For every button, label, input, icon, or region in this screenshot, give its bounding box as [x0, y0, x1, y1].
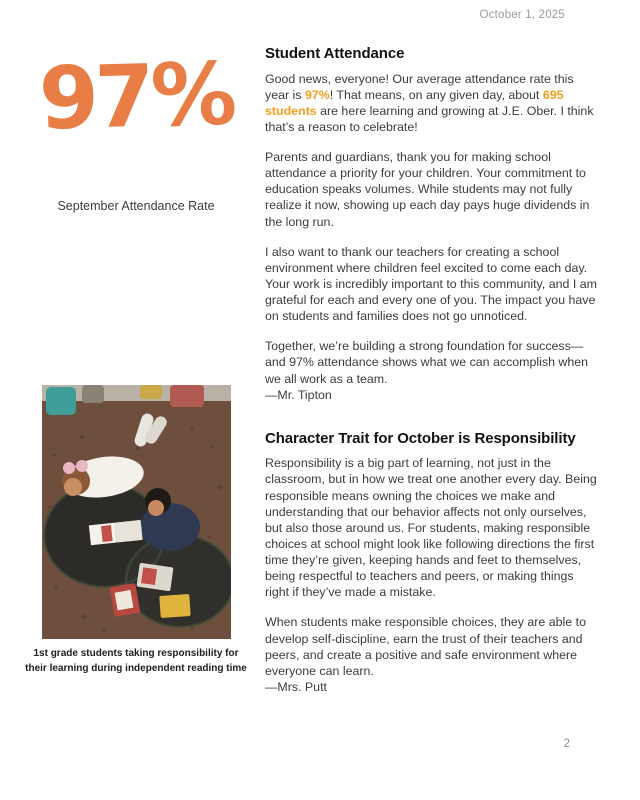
photo-caption: 1st grade students taking responsibility for their learning during independent reading time	[25, 648, 247, 674]
responsibility-paragraph-2: When students make responsible choices, they are able to develop self-discipline, earn the trust of their teachers and peers, and create a positive and safe environment where everyone can learn.	[265, 615, 586, 678]
section-title-attendance: Student Attendance	[265, 45, 405, 62]
intro-text-1: Good news, everyone! Our average attendance rate this year is	[265, 71, 574, 102]
attendance-paragraph-4: Together, we’re building a strong foundation for success—and 97% attendance shows what we can accomplish when we all work as a team.	[265, 339, 589, 386]
intro-text-2: ! That means, on any given day, about	[329, 87, 543, 102]
attendance-rate-caption: September Attendance Rate	[57, 199, 215, 213]
students-reading-photo	[42, 385, 231, 639]
section-student-attendance	[265, 44, 601, 403]
main-content	[265, 44, 601, 709]
signature-mr-tipton: —Mr. Tipton	[265, 387, 332, 402]
section-title-responsibility: Character Trait for October is Responsibility	[265, 429, 576, 447]
signature-mrs-putt: —Mrs. Putt	[265, 679, 327, 694]
attendance-paragraph-2: Parents and guardians, thank you for making school attendance a priority for your children. Your commitment to education speaks volumes. While students may not fully realize it now, showing up each day pays huge dividends in the long run.	[265, 150, 590, 229]
intro-text-3: are here learning and growing at J.E. Ober. I think that’s a reason to celebrate!	[265, 103, 594, 134]
highlight-695-students: 695 students	[265, 87, 564, 118]
page-number: 2	[563, 738, 570, 750]
attendance-paragraph-3: I also want to thank our teachers for creating a school environment where children feel excited to come each day. Your work is incredibly important to this community, and I am grateful for each and every one of you. The impact you have on students and families does not go unnoticed.	[265, 244, 597, 324]
page-date: October 1, 2025	[479, 9, 565, 21]
attendance-rate-stat: 97%	[37, 44, 235, 150]
responsibility-paragraph-1: Responsibility is a big part of learning, not just in the classroom, but in how we treat one another every day. Being responsible means owning the choices we make and understanding that our behavior affects not only ourselves, but also those around us. For students, making responsible choices at school might look like following directions the first time they’re given, keeping hands and feet to themselves, being respectful to teachers and peers, or making things right if they’ve made a mistake.	[265, 456, 597, 600]
section-character-trait	[265, 429, 601, 695]
teal-chair	[46, 387, 76, 415]
highlight-97-percent: 97%	[304, 87, 330, 102]
attendance-intro-paragraph	[265, 71, 601, 136]
